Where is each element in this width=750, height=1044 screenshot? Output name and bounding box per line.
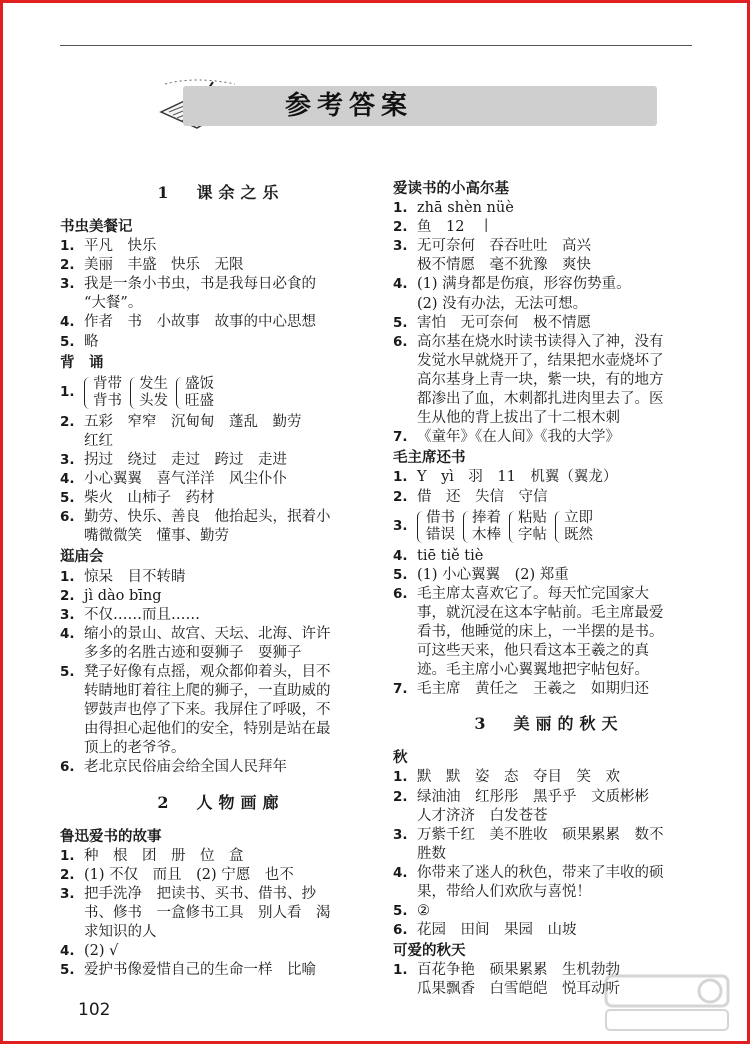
brace-group [463, 510, 501, 544]
brace-word: 既然 [564, 526, 593, 543]
answer-text: 百花争艳 硕果累累 生机勃勃 [417, 962, 620, 979]
item-number: 1. [60, 568, 75, 585]
answer-line [60, 451, 382, 470]
answer-line [60, 739, 382, 758]
answer-text: (1) 不仅 而且 (2) 宁愿 也不 [84, 866, 294, 883]
item-number [60, 701, 84, 720]
item-number: 5. [60, 663, 75, 680]
item-number [60, 720, 84, 739]
answer-line [60, 237, 382, 256]
answer-text: 由得担心起他们的安全，特别是站在最 [84, 721, 331, 738]
answer-text: 作者 书 小故事 故事的中心思想 [84, 314, 316, 331]
answer-line [60, 885, 382, 904]
answer-line [60, 682, 382, 701]
answer-text: 转睛地盯着往上爬的狮子，一直助威的 [84, 683, 331, 700]
item-number [60, 904, 84, 923]
brace-word: 借书 [426, 509, 455, 526]
item-number: 1. [60, 384, 75, 401]
answer-line [60, 568, 382, 587]
answer-line [393, 371, 705, 390]
answer-text: 书、修书 一盒修书工具 别人看 渴 [84, 904, 331, 921]
item-number: 4. [393, 276, 408, 293]
answer-line [60, 758, 382, 777]
item-number: 1. [393, 469, 408, 486]
item-number: 3. [393, 238, 408, 255]
item-number: 5. [393, 903, 408, 920]
answer-text: (1) 满身都是伤痕，形容伤势重。 [417, 276, 631, 293]
answer-text: 种 根 团 册 位 盒 [84, 847, 244, 864]
answer-text: 你带来了迷人的秋色，带来了丰收的硕 [417, 864, 664, 881]
item-number [393, 604, 417, 623]
answer-line [60, 489, 382, 508]
section-title: 背 诵 [60, 354, 104, 371]
header-rule [60, 45, 692, 46]
item-number: 2. [60, 866, 75, 883]
answer-line [60, 527, 382, 546]
answer-text: 多多的名胜古迹和耍狮子 耍狮子 [84, 644, 302, 661]
item-number: 1. [393, 769, 408, 786]
item-number: 6. [60, 759, 75, 776]
section-title: 逛庙会 [60, 549, 104, 566]
answer-text: 无可奈何 吞吞吐吐 高兴 [417, 238, 591, 255]
item-number [60, 432, 84, 451]
item-number [60, 644, 84, 663]
brace-group [417, 510, 455, 544]
item-number: 3. [60, 606, 75, 623]
answer-line [393, 585, 705, 604]
answer-text: 红红 [84, 432, 113, 449]
banner-title: 参考答案 [285, 91, 414, 121]
item-number: 3. [393, 826, 408, 843]
answer-text: “大餐”。 [84, 295, 143, 312]
answer-line [393, 566, 705, 585]
brace-word: 背书 [93, 392, 122, 409]
item-number: 4. [60, 943, 75, 960]
item-number [393, 409, 417, 428]
item-number [393, 642, 417, 661]
brace-word: 错误 [426, 526, 455, 543]
answer-line [393, 275, 705, 294]
answer-text: 鱼 12 丨 [417, 219, 494, 236]
answer-line [60, 701, 382, 720]
answer-text: 我是一条小书虫，书是我每日必食的 [84, 276, 316, 293]
answer-line [393, 788, 705, 807]
item-number [393, 623, 417, 642]
item-number: 4. [60, 314, 75, 331]
section-title: 毛主席还书 [393, 450, 466, 467]
brace-word: 粘贴 [518, 509, 547, 526]
answer-line [60, 413, 382, 432]
answer-text: Y yì 羽 11 机翼（翼龙） [417, 469, 618, 486]
item-number [60, 527, 84, 546]
answer-text: 胜数 [417, 845, 446, 862]
answer-text: 五彩 窄窄 沉甸甸 蓬乱 勤劳 [84, 413, 302, 430]
section-title: 爱读书的小高尔基 [393, 181, 509, 197]
answer-text: 不仅……而且…… [84, 606, 200, 623]
answer-line [393, 314, 705, 333]
answer-text: 毛主席 黄任之 王羲之 如期归还 [417, 681, 649, 698]
item-number: 3. [60, 885, 75, 902]
item-number: 3. [60, 451, 75, 468]
answer-text: 生从他的背上拔出了十二根木刺 [417, 410, 620, 427]
answer-text: 果，带给人们欢欣与喜悦！ [417, 884, 591, 900]
item-number [60, 294, 84, 313]
answer-text: 凳子好像有点摇，观众都仰着头，目不 [84, 663, 331, 680]
answer-text: 看书，他睡觉的床上，一半摆的是书。 [417, 623, 664, 640]
answer-line [393, 661, 705, 680]
answer-text: (1) 小心翼翼 (2) 郑重 [417, 566, 569, 583]
answer-line [60, 294, 382, 313]
answer-text: 小心翼翼 喜气洋洋 风尘仆仆 [84, 471, 287, 488]
brace-group [130, 376, 168, 410]
brace-word: 发生 [139, 375, 168, 392]
answer-text: 惊呆 目不转睛 [84, 568, 186, 585]
answer-text: 勤劳、快乐、善良 他抬起头，抿着小 [84, 509, 331, 526]
brace-group [176, 376, 214, 410]
brace-answer-row [60, 373, 382, 413]
answer-line [60, 470, 382, 489]
answer-line [60, 275, 382, 294]
answer-line [393, 826, 705, 845]
answer-line [60, 847, 382, 866]
answer-text: 拐过 绕过 走过 跨过 走进 [84, 451, 287, 468]
answer-text: 把手洗净 把读书、买书、借书、抄 [84, 885, 316, 902]
item-number [393, 883, 417, 902]
answer-line [393, 547, 705, 566]
item-number [60, 682, 84, 701]
item-number: 5. [60, 962, 75, 979]
answer-text: 事，就沉浸在这本字帖前。毛主席最爱 [417, 604, 664, 621]
item-number [393, 295, 417, 314]
answer-text: 花园 田间 果园 山坡 [417, 922, 577, 939]
answer-line [60, 606, 382, 625]
brace-word: 立即 [564, 509, 593, 526]
item-number: 1. [60, 238, 75, 255]
answer-line [60, 508, 382, 527]
answer-text: 顶上的老爷爷。 [84, 740, 186, 757]
answer-line [60, 866, 382, 885]
maozhuxi-answers [393, 547, 705, 700]
answer-text: 求知识的人 [84, 924, 157, 940]
answer-line [393, 845, 705, 864]
item-number: 4. [393, 547, 408, 564]
answer-line [393, 409, 705, 428]
answer-line [393, 623, 705, 642]
answer-text: 老北京民俗庙会给全国人民拜年 [84, 759, 287, 776]
item-number: 2. [60, 587, 75, 604]
answer-text: 略 [84, 333, 99, 350]
item-number: 3. [393, 518, 408, 535]
brace-word: 背带 [93, 375, 122, 392]
item-number: 2. [393, 788, 408, 805]
answer-line [393, 295, 705, 314]
item-number: 5. [60, 490, 75, 507]
item-number: 2. [60, 257, 75, 274]
brace-word: 头发 [139, 392, 168, 409]
luxun-answers [60, 847, 382, 981]
answer-text: 锣鼓声也停了下来。我屏住了呼吸，不 [84, 702, 331, 719]
unit-1-title: 1 课余之乐 [157, 183, 285, 202]
qiu-answers [393, 768, 705, 940]
item-number [393, 980, 417, 999]
item-number: 2. [60, 413, 75, 430]
item-number [393, 661, 417, 680]
item-number [393, 371, 417, 390]
answer-line [60, 904, 382, 923]
watermark-logo-icon [602, 972, 732, 1034]
answer-text: ② [417, 903, 430, 920]
answer-text: 绿油油 红彤彤 黑乎乎 文质彬彬 [417, 788, 649, 805]
brace-word: 盛饭 [185, 375, 214, 392]
item-number [60, 923, 84, 942]
answer-line [393, 604, 705, 623]
answer-line [393, 883, 705, 902]
answer-line [60, 313, 382, 332]
section-title: 可爱的秋天 [393, 943, 466, 960]
brace-word: 捧着 [472, 509, 501, 526]
item-number [393, 256, 417, 275]
item-number [393, 807, 417, 826]
unit-2-title: 2 人物画廊 [157, 792, 285, 812]
answer-line [393, 218, 705, 237]
item-number: 2. [393, 219, 408, 236]
item-number: 3. [60, 276, 75, 293]
item-number: 4. [60, 625, 75, 642]
answer-text: 美丽 丰盛 快乐 无限 [84, 257, 244, 274]
answer-line [393, 199, 705, 218]
item-number: 1. [393, 200, 408, 217]
answer-text: 发觉水早就烧开了，结果把水壶烧坏了 [417, 352, 664, 369]
item-number: 4. [393, 864, 408, 881]
answer-line [60, 432, 382, 451]
answer-line [393, 768, 705, 787]
answer-text: (2) 没有办法，无法可想。 [417, 295, 588, 312]
answer-text: 柴火 山柿子 药材 [84, 490, 215, 507]
answer-text: 万紫千红 美不胜收 硕果累累 数不 [417, 826, 664, 843]
answer-text: 高尔基在烧水时读书读得入了神，没有 [417, 333, 664, 350]
answer-text: 瓜果飘香 白雪皑皑 悦耳动听 [417, 981, 620, 998]
item-number: 6. [60, 509, 75, 526]
answer-line [60, 663, 382, 682]
answer-line [60, 587, 382, 606]
brace-word: 木棒 [472, 526, 501, 543]
item-number [393, 390, 417, 409]
answer-line [393, 256, 705, 275]
gaoerji-answers [393, 199, 705, 447]
answer-line [393, 333, 705, 352]
miaohui-answers [60, 568, 382, 778]
answer-line [393, 468, 705, 487]
answer-text: (2) √ [84, 943, 119, 960]
item-number [393, 352, 417, 371]
answer-line [393, 807, 705, 826]
answer-line [393, 352, 705, 371]
item-number: 1. [60, 847, 75, 864]
answer-line [393, 488, 705, 507]
answer-text: 害怕 无可奈何 极不情愿 [417, 314, 591, 331]
answer-line [393, 237, 705, 256]
answer-line [393, 390, 705, 409]
item-number [60, 739, 84, 758]
answer-text: 《童年》《在人间》《我的大学》 [417, 429, 620, 446]
item-number: 2. [393, 488, 408, 505]
answer-text: 默 默 姿 态 夺目 笑 欢 [417, 769, 620, 786]
brace-group [84, 376, 122, 410]
answer-text: 迹。毛主席小心翼翼地把字帖包好。 [417, 662, 649, 679]
answer-line [393, 921, 705, 940]
answer-line [60, 256, 382, 275]
item-number: 5. [60, 333, 75, 350]
right-column [393, 178, 705, 1000]
item-number: 6. [393, 585, 408, 602]
item-number: 7. [393, 681, 408, 698]
item-number: 7. [393, 429, 408, 446]
brace-group [509, 510, 547, 544]
item-number: 5. [393, 314, 408, 331]
answer-line [60, 923, 382, 942]
brace-answer-row [393, 507, 705, 547]
answer-text: 高尔基身上青一块，紫一块，有的地方 [417, 371, 664, 388]
answer-line [393, 428, 705, 447]
item-number [393, 845, 417, 864]
answer-text: 嘴微微笑 懂事、勤劳 [84, 528, 229, 545]
answer-line [60, 333, 382, 352]
answer-text: 人才济济 白发苍苍 [417, 807, 548, 824]
answer-line [393, 902, 705, 921]
answer-text: tiē tiě tiè [417, 547, 484, 564]
item-number: 6. [393, 922, 408, 939]
page-number: 102 [78, 1000, 111, 1020]
answer-line [60, 644, 382, 663]
item-number: 1. [393, 962, 408, 979]
unit-3-title: 3 美丽的秋天 [474, 714, 624, 734]
item-number: 5. [393, 566, 408, 583]
answer-text: 可这些天来，他只看这本王羲之的真 [417, 643, 649, 660]
answer-line [393, 680, 705, 699]
answer-line [393, 864, 705, 883]
answer-text: 平凡 快乐 [84, 238, 157, 255]
answer-text: 都渗出了血，木刺都扎进肉里去了。医 [417, 391, 664, 408]
answer-text: jì dào bīng [84, 587, 162, 604]
answer-line [60, 942, 382, 961]
answer-line [60, 961, 382, 980]
answer-text: zhā shèn nüè [417, 200, 514, 217]
item-number: 4. [60, 471, 75, 488]
brace-group [555, 510, 593, 544]
section-title: 书虫美餐记 [60, 219, 133, 235]
answer-banner [155, 78, 655, 132]
section-title: 鲁迅爱书的故事 [60, 828, 162, 845]
beisong-answers [60, 413, 382, 547]
item-number: 6. [393, 333, 408, 350]
answer-text: 爱护书像爱惜自己的生命一样 比喻 [84, 962, 316, 979]
brace-word: 旺盛 [185, 392, 214, 409]
shuchong-answers [60, 237, 382, 352]
left-column [60, 178, 382, 980]
banner-bar [183, 86, 657, 126]
answer-line [60, 625, 382, 644]
brace-word: 字帖 [518, 526, 547, 543]
answer-line [393, 642, 705, 661]
section-title: 秋 [393, 750, 408, 767]
answer-text: 毛主席太喜欢它了。每天忙完国家大 [417, 585, 649, 602]
answer-text: 缩小的景山、故宫、天坛、北海、许许 [84, 625, 331, 642]
answer-text: 借 还 失信 守信 [417, 488, 548, 505]
answer-text: 极不情愿 毫不犹豫 爽快 [417, 257, 591, 274]
answer-line [60, 720, 382, 739]
